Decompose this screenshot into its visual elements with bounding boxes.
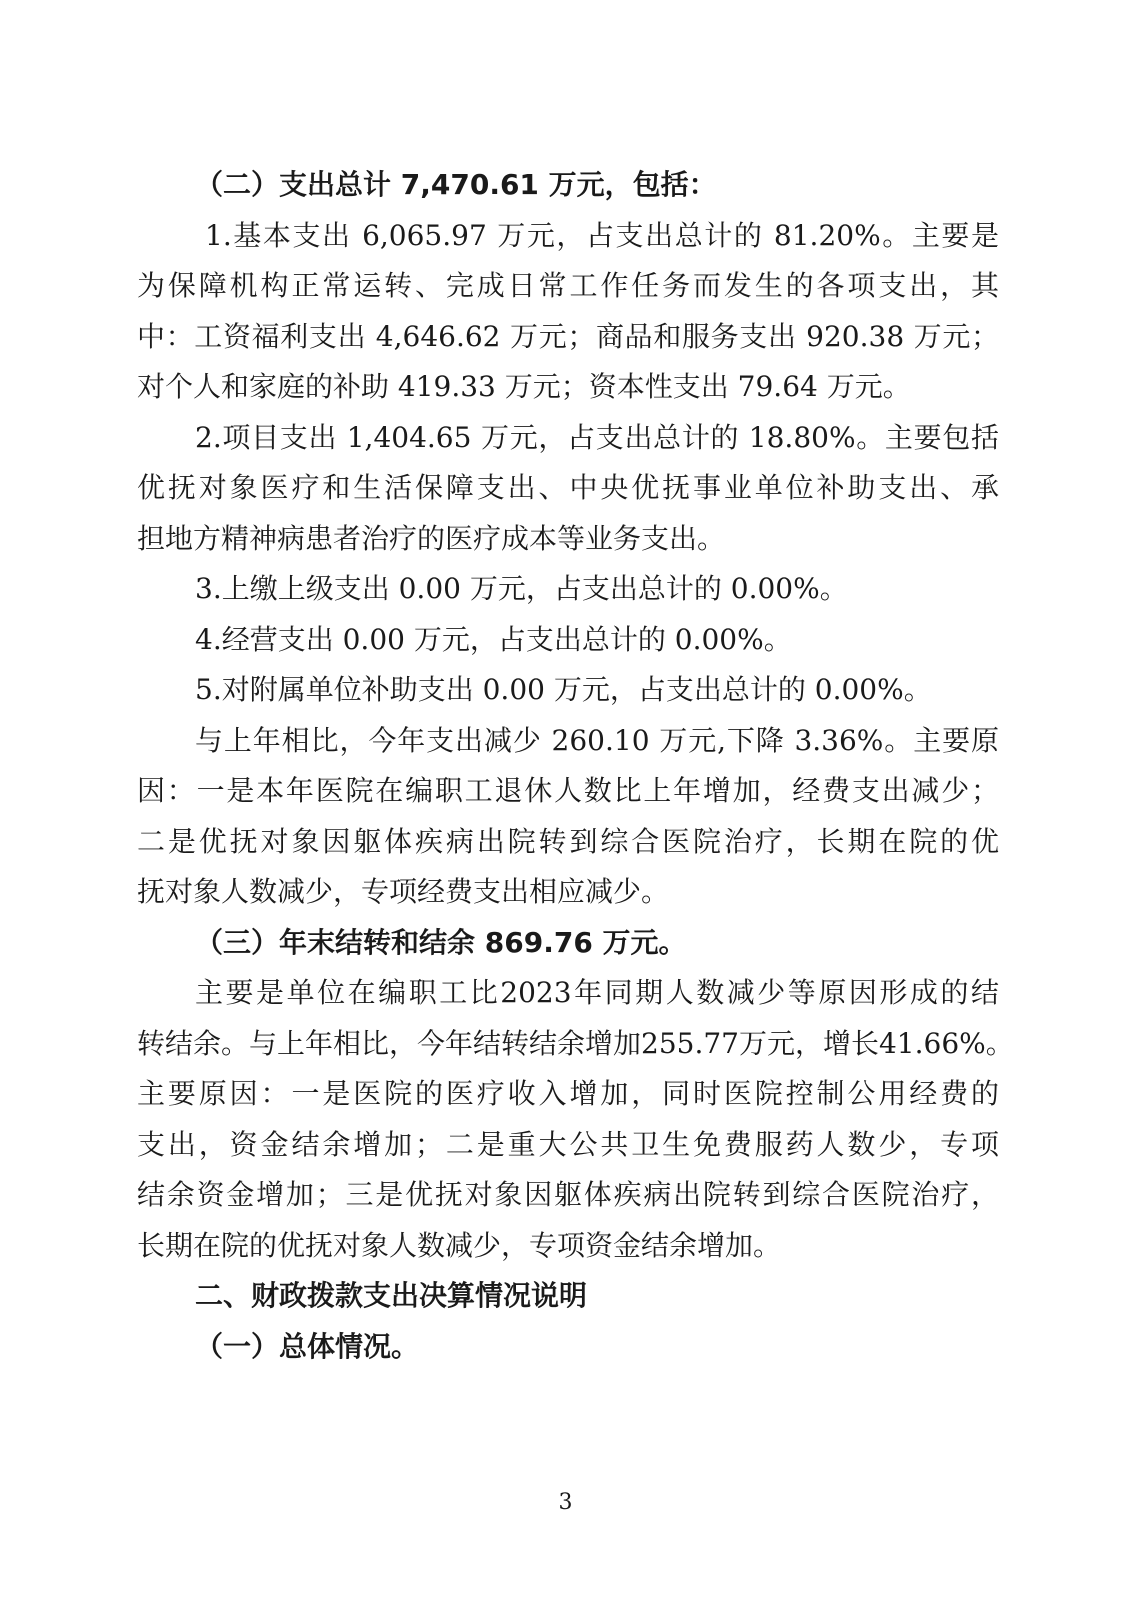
paragraph-line: 1.基本支出 6,065.97 万元，占支出总计的 81.20%。主要是 bbox=[205, 218, 999, 252]
list-item: 5.对附属单位补助支出 0.00 万元，占支出总计的 0.00%。 bbox=[195, 673, 932, 706]
paragraph-line: 主要原因：一是医院的医疗收入增加，同时医院控制公用经费的 bbox=[137, 1077, 999, 1110]
heading-expenditure-total: （二）支出总计 7,470.61 万元，包括： bbox=[195, 168, 717, 201]
paragraph-line: 支出，资金结余增加；二是重大公共卫生免费服药人数少，专项 bbox=[137, 1127, 999, 1161]
paragraph-line: 主要是单位在编职工比2023年同期人数减少等原因形成的结 bbox=[195, 976, 999, 1009]
heading-fiscal-section: 二、财政拨款支出决算情况说明 bbox=[195, 1279, 588, 1312]
paragraph-line: 长期在院的优抚对象人数减少，专项资金结余增加。 bbox=[137, 1228, 782, 1262]
paragraph-line: 优抚对象医疗和生活保障支出、中央优抚事业单位补助支出、承 bbox=[137, 471, 999, 504]
paragraph-line: 担地方精神病患者治疗的医疗成本等业务支出。 bbox=[137, 521, 726, 555]
paragraph-line: 中：工资福利支出 4,646.62 万元；商品和服务支出 920.38 万元； bbox=[137, 319, 999, 353]
page-number: 3 bbox=[558, 1490, 573, 1515]
list-item: 4.经营支出 0.00 万元，占支出总计的 0.00%。 bbox=[195, 622, 792, 656]
paragraph-line: 转结余。与上年相比，今年结转结余增加255.77万元，增长41.66%。 bbox=[137, 1026, 1014, 1060]
heading-carryover: （三）年末结转和结余 869.76 万元。 bbox=[195, 925, 687, 959]
paragraph-line: 结余资金增加；三是优抚对象因躯体疾病出院转到综合医院治疗， bbox=[137, 1178, 999, 1211]
list-item: 3.上缴上级支出 0.00 万元，占支出总计的 0.00%。 bbox=[195, 572, 848, 605]
subheading-overall: （一）总体情况。 bbox=[195, 1329, 420, 1363]
paragraph-line: 对个人和家庭的补助 419.33 万元；资本性支出 79.64 万元。 bbox=[137, 370, 911, 403]
paragraph-line: 二是优抚对象因躯体疾病出院转到综合医院治疗，长期在院的优 bbox=[137, 824, 999, 858]
paragraph-line: 为保障机构正常运转、完成日常工作任务而发生的各项支出，其 bbox=[137, 269, 999, 302]
document-page bbox=[137, 160, 1014, 1372]
paragraph-line: 抚对象人数减少，专项经费支出相应减少。 bbox=[137, 875, 670, 908]
paragraph-line: 与上年相比，今年支出减少 260.10 万元,下降 3.36%。主要原 bbox=[195, 723, 999, 757]
paragraph-line: 2.项目支出 1,404.65 万元，占支出总计的 18.80%。主要包括 bbox=[195, 420, 999, 454]
paragraph-line: 因：一是本年医院在编职工退休人数比上年增加，经费支出减少； bbox=[137, 774, 999, 807]
